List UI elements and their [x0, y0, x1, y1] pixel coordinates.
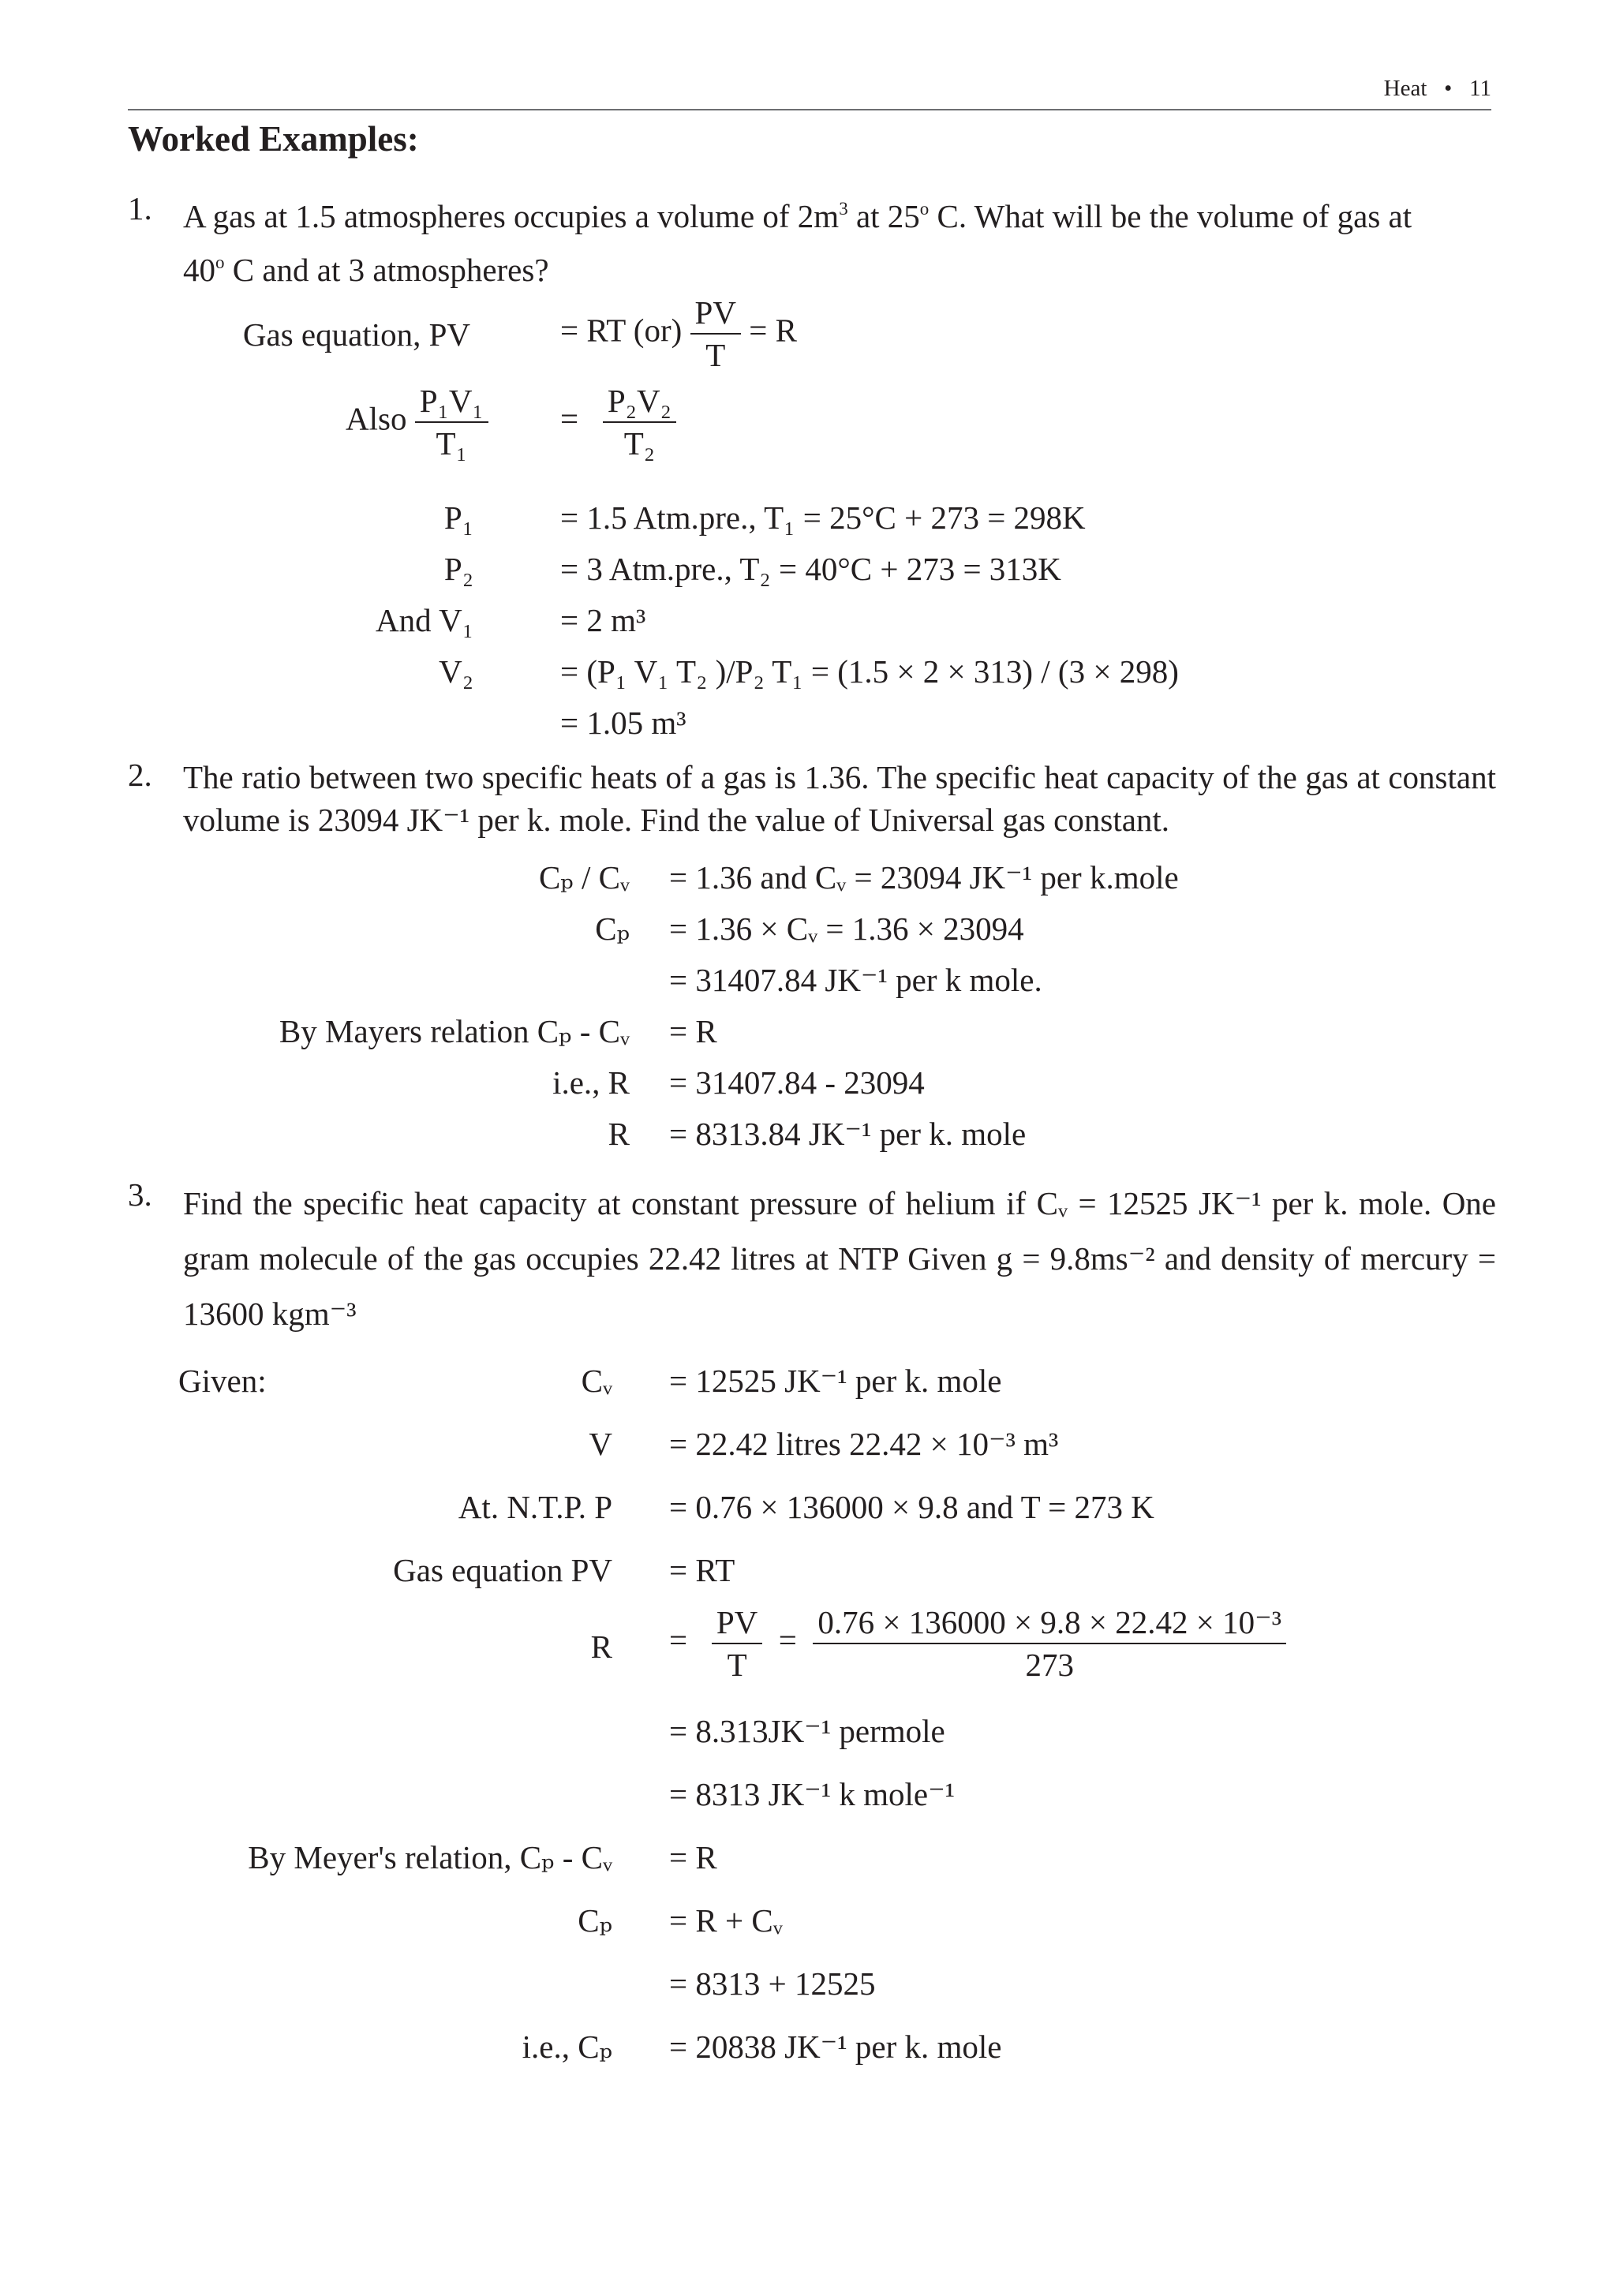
ex3-row-value: = 20838 JK⁻¹ per k. mole [669, 2029, 1002, 2065]
ex3-row-label: V [589, 1426, 612, 1462]
ex3-row-value: = R [669, 1839, 717, 1875]
ex3-row-label: By Meyer's relation, Cₚ - Cᵥ [248, 1839, 612, 1875]
ex1-row-label: V₂ [439, 653, 473, 690]
ex2-row-label: i.e., R [552, 1064, 630, 1101]
ex3-given-label: Given: [178, 1363, 267, 1399]
ex2-row-value: = 8313.84 JK⁻¹ per k. mole [669, 1116, 1027, 1152]
example-2-question: The ratio between two specific heats of a gas is 1.36. The specific heat capacity of the gas at constant volume is 23094 JK⁻¹ per k. mole. Find the value of Universal gas constant. [183, 759, 1496, 838]
ex3-row-value: = 8313 + 12525 [669, 1965, 876, 2002]
ex1-also-rhs: = $\frac{\text{P₂V₂}}{\text{T₂}}$ [560, 382, 676, 462]
header-page-number: 11 [1469, 76, 1491, 101]
ex3-row-label: Cₚ [578, 1902, 612, 1939]
ex2-row-label: Cₚ [595, 911, 630, 947]
ex3-r-label: R [590, 1629, 612, 1665]
ex1-row-value: = 2 m³ [560, 602, 646, 638]
section-title: Worked Examples: [128, 119, 419, 159]
ex3-row-value: = 12525 JK⁻¹ per k. mole [669, 1363, 1002, 1399]
ex2-row-label: R [608, 1116, 630, 1152]
ex1-row-value: = 1.5 Atm.pre., T₁ = 25°C + 273 = 298K [560, 499, 1086, 536]
ex3-row-value: = 8.313JK⁻¹ permole [669, 1713, 945, 1749]
ex2-row-value: = R [669, 1013, 717, 1049]
ex1-row-value: = (P₁ V₁ T₂ )/P₂ T₁ = (1.5 × 2 × 313) / (3 × 298) [560, 653, 1179, 690]
ex3-big-fraction: $\frac{\text{0.76 × 136000 × 9.8 × 22.42 × 10⁻³}}{273}$ [813, 1603, 1286, 1684]
ex3-row-value: = 22.42 litres 22.42 × 10⁻³ m³ [669, 1426, 1059, 1462]
ex2-row-label: Cₚ / Cᵥ [538, 859, 630, 896]
ex3-row-label: i.e., Cₚ [522, 2029, 612, 2065]
header-rule [128, 109, 1491, 110]
ex1-row-label: P₂ [443, 551, 473, 587]
ex1-row-label: And V₁ [375, 602, 473, 638]
ex3-row-value: = 8313 JK⁻¹ k mole⁻¹ [669, 1776, 956, 1812]
example-1-number: 1. [128, 190, 152, 226]
example-3-question: Find the specific heat capacity at constant pressure of helium if Cᵥ = 12525 JK⁻¹ per k. mole. One gram molecule of the gas occupies 22.42 litres at NTP Given g = 9.8ms⁻² and density of mercury = 13600 kgm⁻³ [183, 1185, 1496, 1332]
running-header [1384, 76, 1491, 102]
ex3-row-label: Gas equation PV [393, 1552, 612, 1588]
ex1-also-row: Also $\frac{\text{P₁V₁}}{\text{T₁}}$ [346, 382, 488, 462]
example-2-number: 2. [128, 757, 152, 793]
ex3-row-label: At. N.T.P. P [458, 1489, 612, 1525]
ex1-row-label: P₁ [443, 499, 473, 536]
ex2-row-value: = 1.36 and Cᵥ = 23094 JK⁻¹ per k.mole [669, 859, 1179, 896]
ex3-row-label: Cᵥ [581, 1363, 612, 1399]
ex2-row-value: = 31407.84 - 23094 [669, 1064, 925, 1101]
ex1-gas-eq-label: Gas equation, PV [242, 316, 470, 353]
ex2-row-label: By Mayers relation Cₚ - Cᵥ [279, 1013, 630, 1049]
ex1-row-value: = 1.05 m³ [560, 705, 686, 741]
header-chapter: Heat [1383, 76, 1427, 101]
ex1-also-lhs-fraction: $\frac{\text{P₁V₁}}{\text{T₁}}$ [415, 382, 488, 462]
ex2-row-value: = 31407.84 JK⁻¹ per k mole. [669, 962, 1042, 998]
ex1-also-rhs-fraction: $\frac{\text{P₂V₂}}{\text{T₂}}$ [603, 382, 676, 462]
ex3-r-equation: = $\frac{PV}{T}$ = $\frac{\text{0.76 × 136000 × 9.8 × 22.42 × 10⁻³}}{273}$ [669, 1603, 1286, 1684]
ex1-row-value: = 3 Atm.pre., T₂ = 40°C + 273 = 313K [560, 551, 1061, 587]
ex2-row-value: = 1.36 × Cᵥ = 1.36 × 23094 [669, 911, 1024, 947]
ex3-row-value: = 0.76 × 136000 × 9.8 and T = 273 K [669, 1489, 1154, 1525]
example-1-question: A gas at 1.5 atmospheres occupies a volume of $2m^3$ at 25$^o$ C. What will be the volume of gas at 40$^o$ C and at 3 atmospheres? [183, 198, 1412, 288]
ex1-pv-over-t: $\frac{PV}{T}$ [690, 294, 741, 374]
example-3-number: 3. [128, 1176, 152, 1213]
ex3-row-value: = R + Cᵥ [669, 1902, 783, 1939]
header-bullet: • [1444, 76, 1453, 101]
ex1-gas-eq-value: = RT (or) $\frac{PV}{T}$ = R [560, 294, 797, 373]
ex3-pv-over-t: $\frac{PV}{T}$ [712, 1603, 762, 1684]
ex3-row-value: = RT [669, 1552, 735, 1588]
